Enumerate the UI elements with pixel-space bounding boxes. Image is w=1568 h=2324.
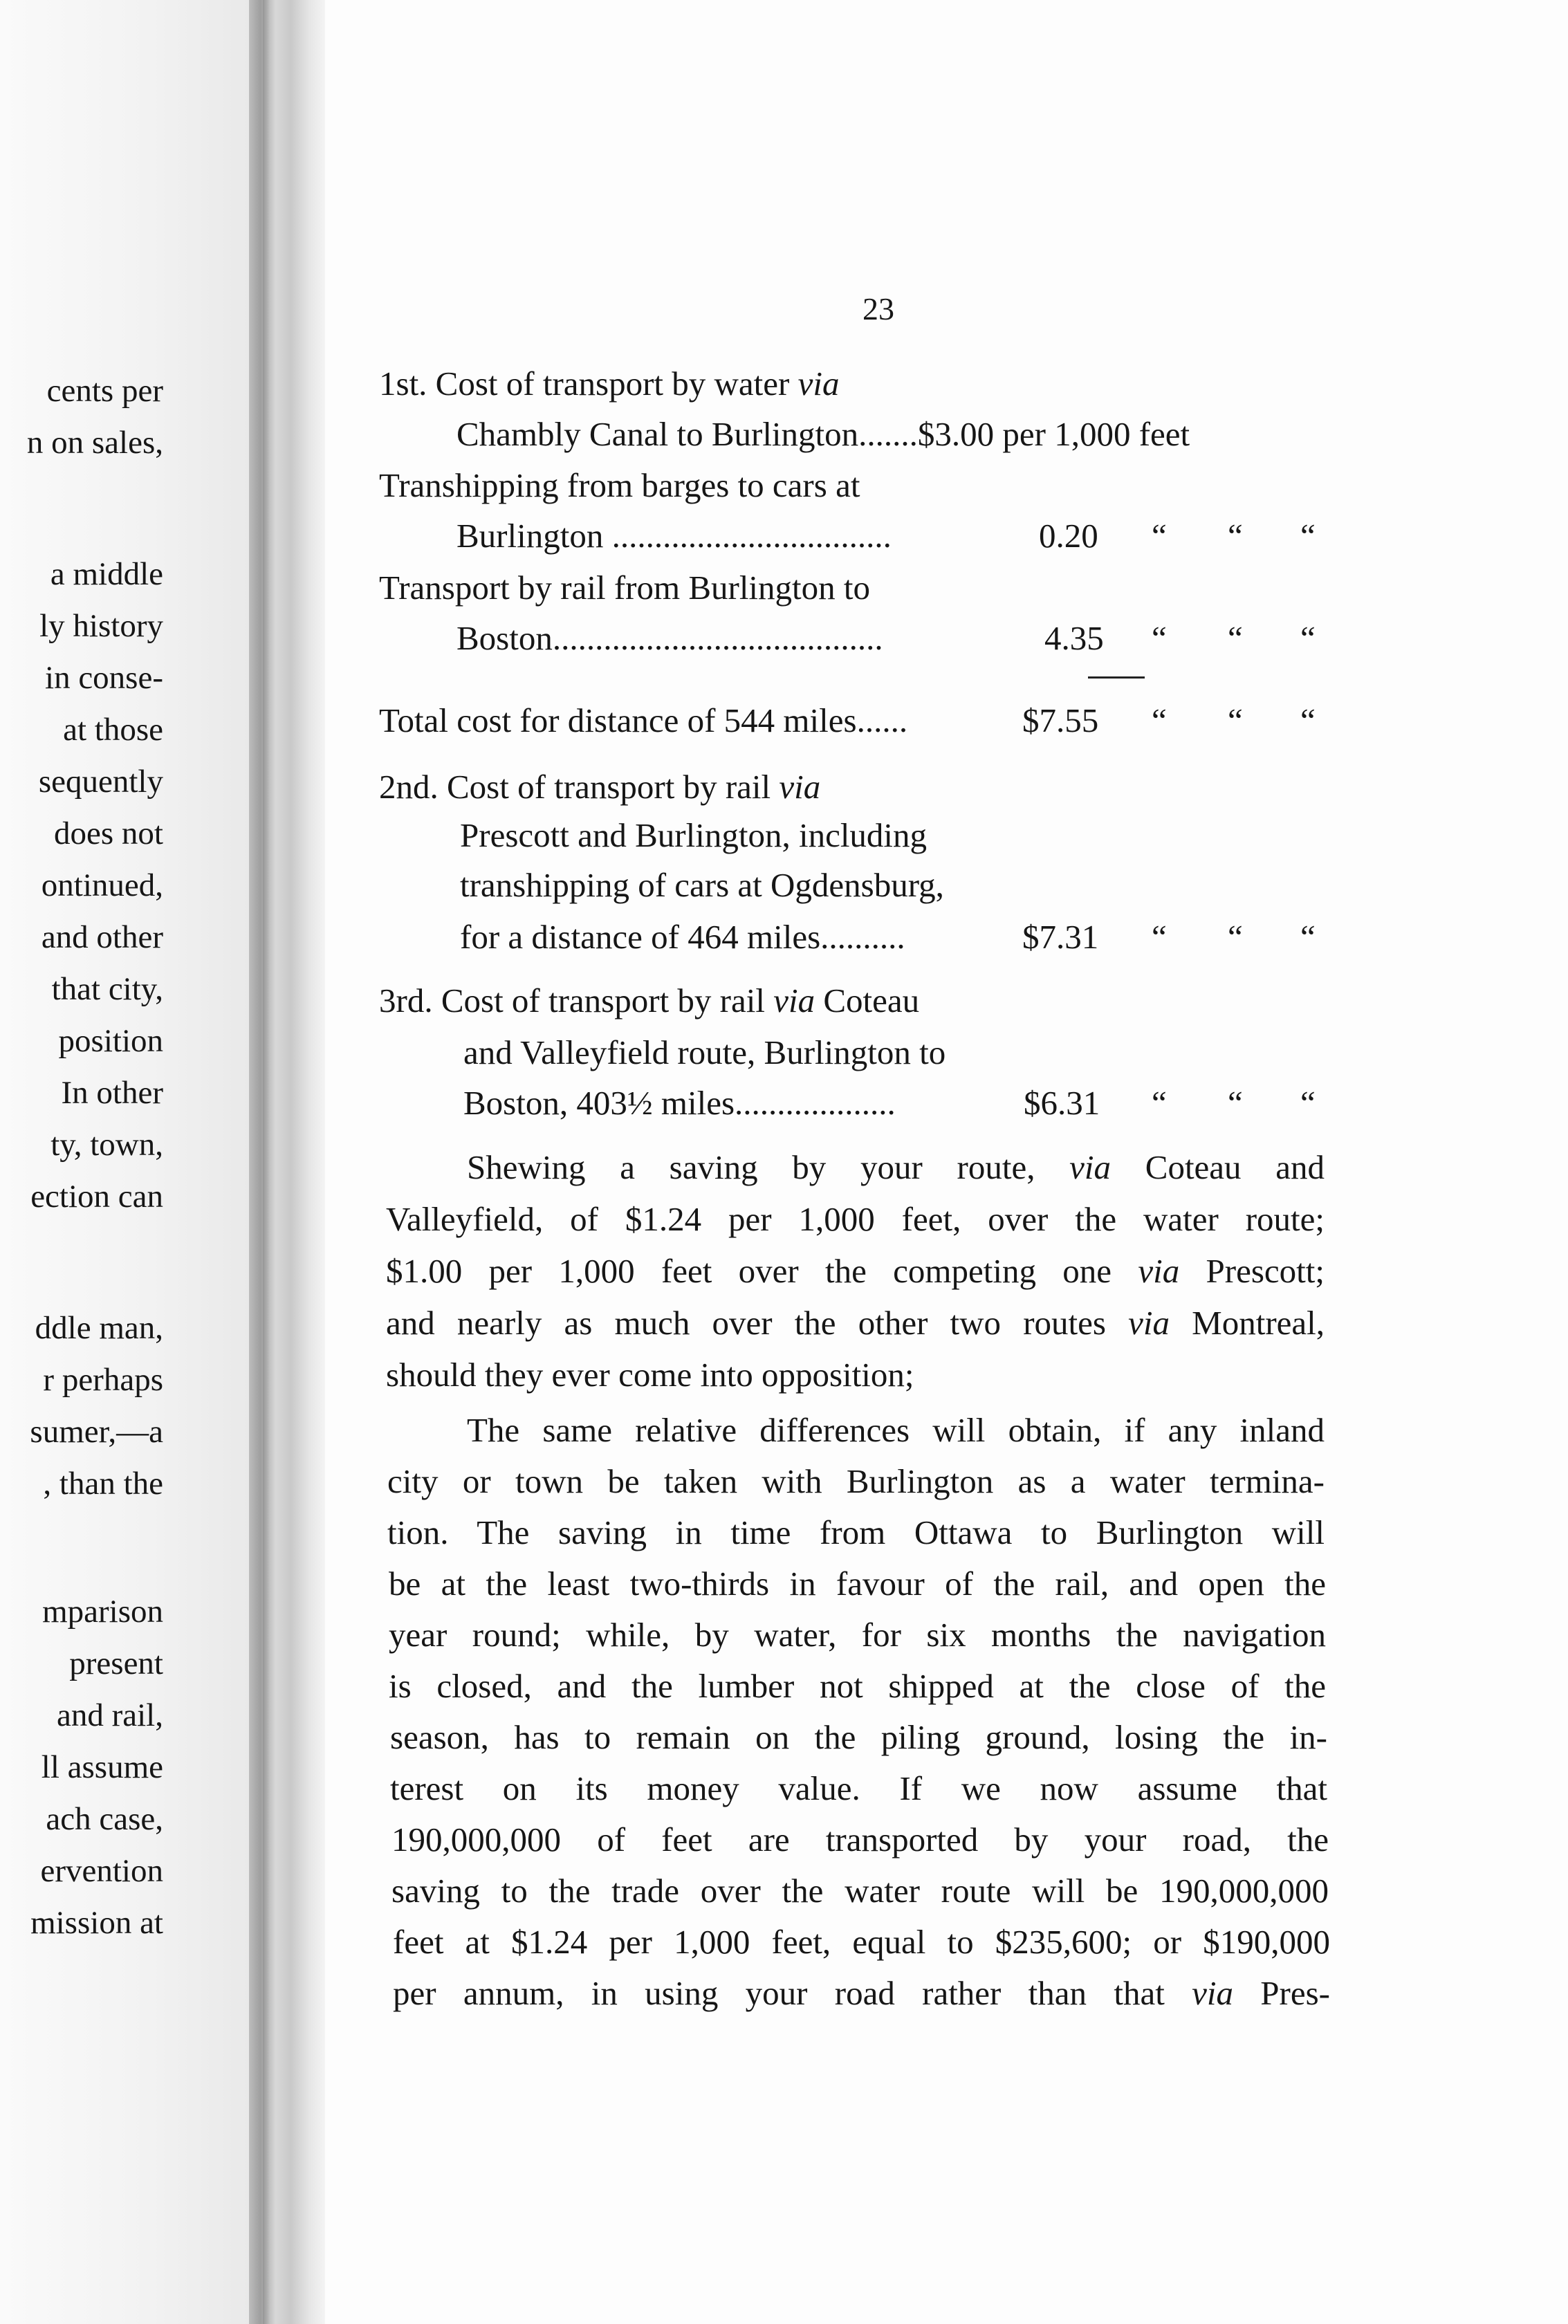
third-line1: 3rd. Cost of transport by rail via Coteau bbox=[379, 981, 920, 1020]
ditto-mark: “ bbox=[1228, 619, 1243, 657]
left-line: ddle man, bbox=[35, 1310, 163, 1346]
second-line4: for a distance of 464 miles.......... bbox=[460, 918, 905, 956]
second-value: $7.31 bbox=[1022, 918, 1099, 956]
left-line: mparison bbox=[42, 1594, 163, 1630]
row3-line2: Boston....................................... bbox=[456, 619, 883, 657]
left-line: that city, bbox=[51, 971, 163, 1007]
row2-value: 0.20 bbox=[1039, 517, 1098, 555]
ditto-mark: “ bbox=[1300, 701, 1316, 739]
para1-line3: $1.00 per 1,000 feet over the competing one via Prescott; bbox=[386, 1252, 1325, 1290]
left-line: n on sales, bbox=[26, 425, 163, 461]
second-line2: Prescott and Burlington, including bbox=[460, 816, 928, 854]
left-line: ection can bbox=[30, 1179, 163, 1215]
ditto-mark: “ bbox=[1228, 1084, 1243, 1122]
row2-line1: Transhipping from barges to cars at bbox=[379, 466, 860, 504]
para2-line7: season, has to remain on the piling ground, losing the in- bbox=[390, 1718, 1327, 1756]
para2-line8: terest on its money value. If we now assume that bbox=[390, 1769, 1327, 1807]
para1-line4: and nearly as much over the other two routes via Montreal, bbox=[386, 1304, 1325, 1342]
para2-line6: is closed, and the lumber not shipped at the close of the bbox=[389, 1667, 1326, 1705]
ditto-mark: “ bbox=[1152, 701, 1167, 739]
book-binding-gutter bbox=[249, 0, 325, 2324]
row2-line2: Burlington ................................. bbox=[456, 517, 892, 555]
left-line: sequently bbox=[38, 764, 163, 800]
ditto-mark: “ bbox=[1300, 1084, 1316, 1122]
sum-rule bbox=[1088, 676, 1145, 679]
para1-line2: Valleyfield, of $1.24 per 1,000 feet, over the water route; bbox=[386, 1200, 1325, 1238]
page-number: 23 bbox=[863, 291, 894, 326]
para1-line1: Shewing a saving by your route, via Coteau and bbox=[467, 1148, 1325, 1186]
left-line: and other bbox=[41, 919, 163, 955]
left-line: ach case, bbox=[46, 1801, 163, 1837]
left-line: mission at bbox=[30, 1905, 163, 1941]
left-line: ly history bbox=[39, 608, 163, 644]
total-value: $7.55 bbox=[1022, 701, 1099, 739]
third-line3: Boston, 403½ miles................... bbox=[463, 1084, 896, 1122]
para1-line5: should they ever come into opposition; bbox=[386, 1356, 914, 1394]
second-line1: 2nd. Cost of transport by rail via bbox=[379, 768, 821, 806]
ditto-mark: “ bbox=[1300, 517, 1316, 555]
para2-line9: 190,000,000 of feet are transported by your road, the bbox=[391, 1820, 1329, 1859]
ditto-mark: “ bbox=[1152, 619, 1167, 657]
ditto-mark: “ bbox=[1228, 701, 1243, 739]
para2-line12: per annum, in using your road rather than that via Pres- bbox=[393, 1974, 1330, 2012]
document-page bbox=[325, 0, 1568, 2324]
left-line: ty, town, bbox=[50, 1127, 163, 1163]
ditto-mark: “ bbox=[1152, 918, 1167, 956]
para2-line11: feet at $1.24 per 1,000 feet, equal to $235,600; or $190,000 bbox=[393, 1923, 1330, 1961]
row3-value: 4.35 bbox=[1044, 619, 1104, 657]
left-line: does not bbox=[54, 815, 163, 851]
left-line: , than the bbox=[43, 1466, 163, 1502]
left-line: position bbox=[58, 1023, 163, 1059]
left-line: in conse- bbox=[45, 660, 163, 696]
ditto-mark: “ bbox=[1300, 619, 1316, 657]
second-line3: transhipping of cars at Ogdensburg, bbox=[460, 866, 944, 904]
left-line: r perhaps bbox=[43, 1362, 163, 1398]
para2-line1: The same relative differences will obtain, if any inland bbox=[467, 1411, 1325, 1449]
para2-line10: saving to the trade over the water route will be 190,000,000 bbox=[391, 1872, 1329, 1910]
ditto-mark: “ bbox=[1300, 918, 1316, 956]
para2-line3: tion. The saving in time from Ottawa to Burlington will bbox=[387, 1513, 1325, 1551]
ditto-mark: “ bbox=[1228, 517, 1243, 555]
row1-value: $3.00 per 1,000 feet bbox=[917, 415, 1190, 453]
left-line: and rail, bbox=[57, 1697, 163, 1733]
left-line: ontinued, bbox=[41, 867, 163, 903]
left-line: present bbox=[69, 1645, 163, 1681]
para2-line4: be at the least two-thirds in favour of the rail, and open the bbox=[389, 1565, 1326, 1603]
row3-line1: Transport by rail from Burlington to bbox=[379, 569, 871, 607]
left-line: ervention bbox=[40, 1853, 163, 1889]
left-line: cents per bbox=[46, 373, 163, 409]
left-line: sumer,—a bbox=[30, 1414, 163, 1450]
ditto-mark: “ bbox=[1152, 1084, 1167, 1122]
left-line: In other bbox=[61, 1075, 163, 1111]
left-line: at those bbox=[63, 712, 163, 748]
facing-page-left bbox=[0, 0, 249, 2324]
left-line: ll assume bbox=[41, 1749, 163, 1785]
ditto-mark: “ bbox=[1228, 918, 1243, 956]
row1-line2: Chambly Canal to Burlington.......$3.00 per 1,000 feet bbox=[456, 415, 1190, 453]
ditto-mark: “ bbox=[1152, 517, 1167, 555]
third-line2: and Valleyfield route, Burlington to bbox=[463, 1033, 946, 1071]
row1-line1: 1st. Cost of transport by water via bbox=[379, 365, 840, 403]
third-value: $6.31 bbox=[1024, 1084, 1100, 1122]
para2-line2: city or town be taken with Burlington as a water termina- bbox=[387, 1462, 1325, 1500]
left-line: a middle bbox=[50, 556, 163, 592]
para2-line5: year round; while, by water, for six months the navigation bbox=[389, 1616, 1326, 1654]
total-label: Total cost for distance of 544 miles...... bbox=[379, 701, 908, 739]
